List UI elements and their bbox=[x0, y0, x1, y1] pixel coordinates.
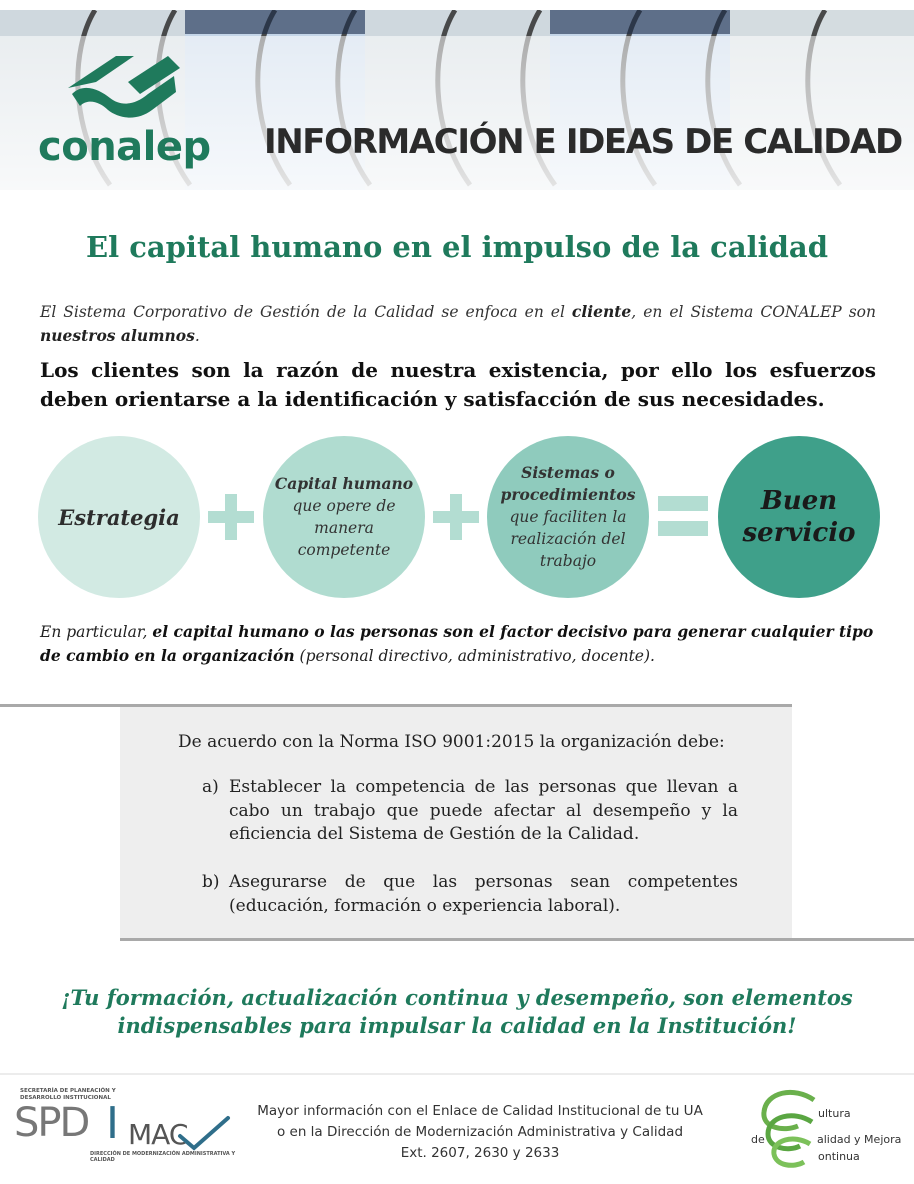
circle-estrategia bbox=[38, 436, 200, 598]
closing-line-1: ¡Tu formación, actualización continua y desempeño, son elementos bbox=[61, 985, 853, 1010]
equals-icon bbox=[658, 492, 708, 540]
intro-bold-alumnos: nuestros alumnos bbox=[40, 326, 195, 345]
intro-text-3: . bbox=[194, 327, 200, 345]
ccmc-text-calidad: alidad y Mejora bbox=[817, 1133, 902, 1146]
plus-icon bbox=[208, 494, 254, 540]
circle-buen-servicio bbox=[718, 436, 880, 598]
intro-text-2: , en el Sistema CONALEP son bbox=[631, 303, 876, 321]
imac-logo-caption: DIRECCIÓN DE MODERNIZACIÓN ADMINISTRATIVA Y CALIDAD bbox=[90, 1151, 236, 1163]
iso-item-b bbox=[202, 871, 738, 918]
ccmc-text-continua: ontinua bbox=[818, 1150, 860, 1163]
particular-paragraph bbox=[40, 620, 876, 668]
circle-estrategia-label: Estrategia bbox=[58, 504, 180, 530]
particular-bold: el capital humano o las personas son el factor decisivo para generar cualquier tipo de cambio en la organización bbox=[40, 622, 874, 665]
circle-capital-humano bbox=[263, 436, 425, 598]
closing-line-2: indispensables para impulsar la calidad en la Institución! bbox=[117, 1013, 797, 1038]
circle-sistemas-rest: que faciliten la realización del trabajo bbox=[509, 508, 627, 570]
intro-bold-cliente: cliente bbox=[571, 302, 632, 321]
iso-item-text: Asegurarse de que las personas sean competentes (educación, formación o experiencia laboral). bbox=[229, 872, 738, 916]
ccmc-text-cultura: ultura bbox=[818, 1107, 851, 1120]
header-banner bbox=[0, 0, 914, 190]
circle-sistemas-bold: Sistemas o procedimientos bbox=[500, 463, 636, 504]
conalep-logo-text: conalep bbox=[38, 124, 211, 170]
iso-bottom-divider bbox=[120, 938, 914, 941]
ccmc-text-de: de bbox=[751, 1133, 765, 1146]
plus-icon bbox=[433, 494, 479, 540]
ccmc-swirl-logo-icon bbox=[754, 1086, 820, 1170]
intro-text-1: El Sistema Corporativo de Gestión de la Calidad se enfoca en el bbox=[40, 303, 572, 321]
spd-logo-caption: SECRETARÍA DE PLANEACIÓN Y DESARROLLO INSTITUCIONAL bbox=[20, 1088, 116, 1101]
iso-item-a bbox=[202, 776, 738, 847]
iso-intro: De acuerdo con la Norma ISO 9001:2015 la organización debe: bbox=[178, 732, 725, 752]
conalep-logo-icon bbox=[62, 52, 182, 122]
footer-info-line-1: Mayor información con el Enlace de Calidad Institucional de tu UA bbox=[257, 1103, 703, 1119]
circle-capital-bold: Capital humano bbox=[274, 474, 414, 493]
footer-info-line-2: o en la Dirección de Modernización Administrativa y Calidad bbox=[276, 1124, 684, 1140]
lead-statement: Los clientes son la razón de nuestra existencia, por ello los esfuerzos deben orientarse a la identificación y satisfacción de sus necesidades. bbox=[40, 358, 876, 411]
iso-item-letter: b) bbox=[202, 872, 220, 892]
footer-contact-info bbox=[230, 1101, 730, 1164]
footer-info-line-3: Ext. 2607, 2630 y 2633 bbox=[400, 1145, 560, 1161]
circle-capital-rest: que opere de manera competente bbox=[292, 497, 396, 559]
intro-paragraph bbox=[40, 300, 876, 348]
imac-logo-text: MAC bbox=[128, 1118, 188, 1151]
iso-item-text: Establecer la competencia de las personas que llevan a cabo un trabajo que puede afectar al desempeño y la eficiencia del Sistema de Gestión de la Calidad. bbox=[229, 777, 738, 844]
circle-buen-servicio-label: Buen servicio bbox=[742, 486, 856, 548]
spd-logo-text: SPD bbox=[14, 1100, 89, 1146]
particular-text-2: (personal directivo, administrativo, docente). bbox=[294, 647, 655, 665]
circle-sistemas bbox=[487, 436, 649, 598]
header-title: INFORMACIÓN E IDEAS DE CALIDAD bbox=[264, 122, 902, 162]
imac-logo-i: I bbox=[106, 1098, 119, 1149]
iso-item-letter: a) bbox=[202, 777, 219, 797]
footer-divider bbox=[0, 1073, 914, 1075]
page-title: El capital humano en el impulso de la calidad bbox=[85, 230, 829, 264]
closing-message bbox=[0, 984, 914, 1040]
checkmark-icon bbox=[176, 1114, 232, 1154]
particular-text-1: En particular, bbox=[40, 623, 153, 641]
